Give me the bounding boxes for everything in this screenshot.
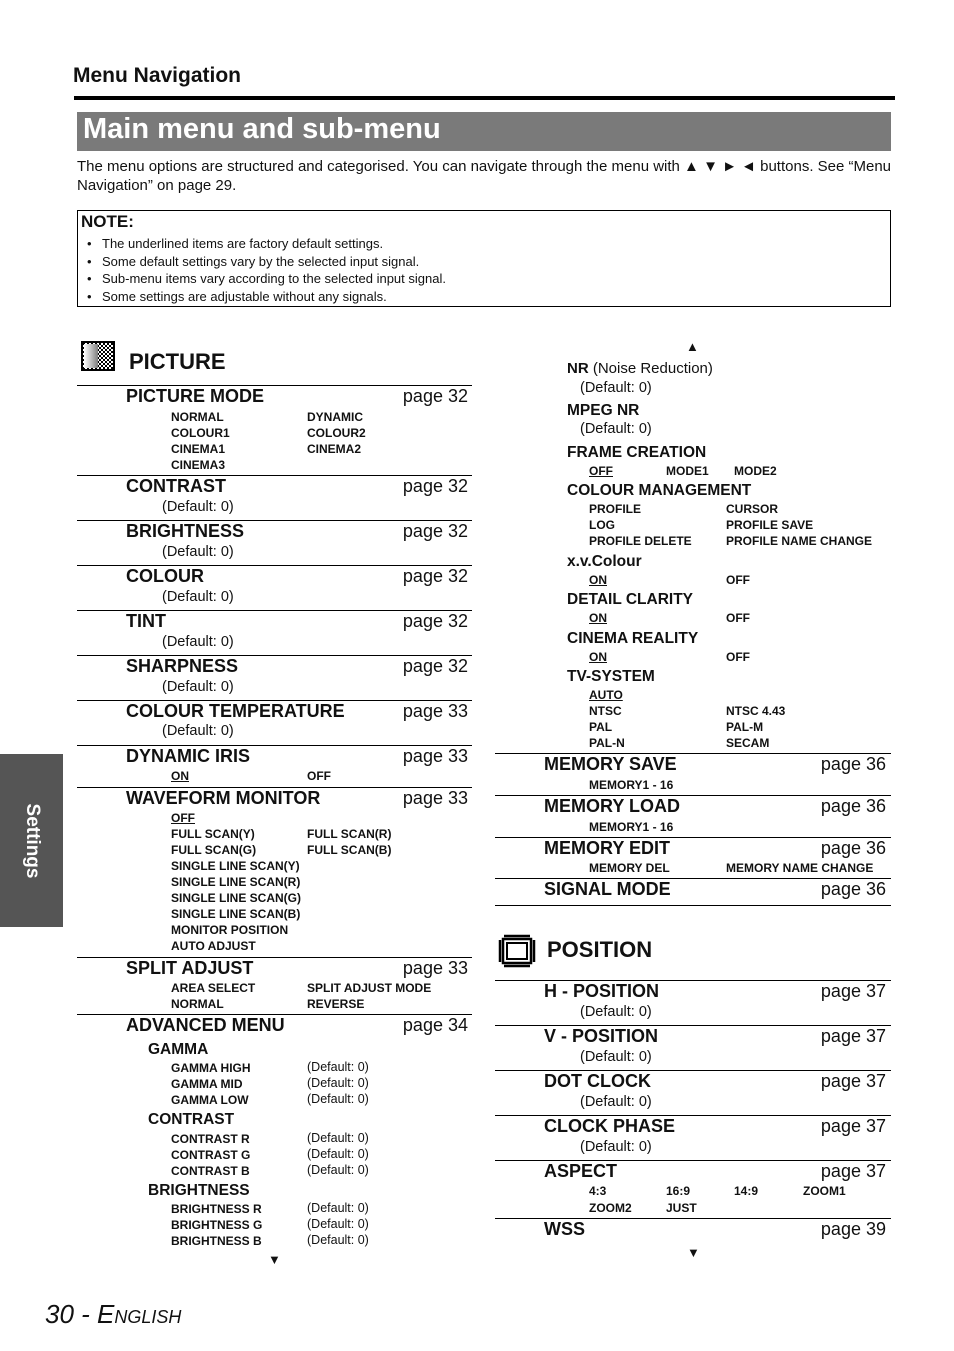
clock-phase-page: page 37: [820, 1116, 886, 1136]
option: PROFILE SAVE: [726, 518, 814, 532]
option-default: ON: [589, 611, 607, 625]
nr-suffix: (Noise Reduction): [588, 360, 713, 377]
option: PAL-N: [589, 736, 625, 750]
intro-text: The menu options are structured and categorised. You can navigate through the menu with ▲ ▼ ► ◄ buttons. See “Menu Navigation” on page 29.: [77, 158, 892, 194]
default-value: (Default: 0): [162, 499, 234, 515]
option: CINEMA2: [307, 442, 362, 456]
side-tab-label: Settings: [21, 803, 43, 878]
default-value: (Default: 0): [307, 1147, 369, 1161]
side-tab-settings: [0, 754, 63, 927]
header-rule: [74, 96, 895, 100]
note-title: NOTE:: [81, 212, 134, 231]
cinema-reality-label[interactable]: CINEMA REALITY: [567, 630, 699, 647]
picture-title: PICTURE: [129, 349, 226, 374]
option-default: ON: [589, 650, 607, 664]
gamma-label: GAMMA: [148, 1041, 209, 1058]
advanced-menu-page: page 34: [402, 1015, 468, 1035]
xv-colour-label[interactable]: x.v.Colour: [567, 553, 642, 570]
option: COLOUR1: [171, 426, 230, 440]
divider: [495, 905, 891, 906]
option: GAMMA MID: [171, 1077, 243, 1091]
option: CINEMA1: [171, 442, 226, 456]
note-item: • Sub-menu items vary according to the selected input signal.: [102, 270, 446, 288]
option: PROFILE: [589, 502, 642, 516]
tint-label[interactable]: TINT: [126, 611, 166, 631]
brightness-page: page 32: [402, 521, 468, 541]
option: MODE2: [734, 464, 777, 478]
default-value: (Default: 0): [307, 1060, 369, 1074]
split-adjust-page: page 33: [402, 958, 468, 978]
option: OFF: [726, 611, 750, 625]
colour-temperature-label[interactable]: COLOUR TEMPERATURE: [126, 701, 345, 721]
option: NTSC 4.43: [726, 704, 786, 718]
default-value: (Default: 0): [580, 1094, 652, 1110]
option-default: OFF: [589, 464, 613, 478]
option: MODE1: [666, 464, 709, 478]
brightness-label[interactable]: BRIGHTNESS: [126, 521, 245, 541]
option: BRIGHTNESS R: [171, 1202, 262, 1216]
option: OFF: [726, 573, 750, 587]
v-position-label[interactable]: V - POSITION: [544, 1026, 659, 1046]
option: FULL SCAN(Y): [171, 827, 255, 841]
dot-clock-label[interactable]: DOT CLOCK: [544, 1071, 651, 1091]
page-footer: [45, 1299, 181, 1330]
option: CONTRAST G: [171, 1148, 251, 1162]
note-item: • Some settings are adjustable without any signals.: [102, 288, 446, 306]
default-value: (Default: 0): [307, 1076, 369, 1090]
option: NTSC: [589, 704, 622, 718]
dot-clock-page: page 37: [820, 1071, 886, 1091]
tint-page: page 32: [402, 611, 468, 631]
dynamic-iris-label[interactable]: DYNAMIC IRIS: [126, 746, 251, 766]
option: PROFILE NAME CHANGE: [726, 534, 873, 548]
option: NORMAL: [171, 997, 224, 1011]
memory-load-label[interactable]: MEMORY LOAD: [544, 796, 681, 816]
h-position-label[interactable]: H - POSITION: [544, 981, 660, 1001]
default-value: (Default: 0): [580, 1004, 652, 1020]
option: BRIGHTNESS B: [171, 1234, 262, 1248]
option: CONTRAST R: [171, 1132, 250, 1146]
contrast-rgb-label: CONTRAST: [148, 1111, 235, 1128]
signal-mode-label[interactable]: SIGNAL MODE: [544, 879, 671, 899]
h-position-page: page 37: [820, 981, 886, 1001]
contrast-label[interactable]: CONTRAST: [126, 476, 226, 496]
option: SINGLE LINE SCAN(B): [171, 907, 301, 921]
note-item: • Some default settings vary by the selected input signal.: [102, 253, 446, 271]
clock-phase-label[interactable]: CLOCK PHASE: [544, 1116, 676, 1136]
continue-down-arrow: ▼: [268, 1252, 281, 1267]
option: BRIGHTNESS G: [171, 1218, 263, 1232]
default-value: (Default: 0): [580, 380, 652, 396]
default-value: (Default: 0): [307, 1217, 369, 1231]
contrast-page: page 32: [402, 476, 468, 496]
option: CINEMA3: [171, 458, 226, 472]
option: OFF: [726, 650, 750, 664]
option: OFF: [307, 769, 331, 783]
continue-up-arrow: ▲: [686, 339, 699, 354]
detail-clarity-label[interactable]: DETAIL CLARITY: [567, 591, 694, 608]
option: NORMAL: [171, 410, 224, 424]
option: ZOOM1: [803, 1184, 846, 1198]
default-value: (Default: 0): [162, 634, 234, 650]
option: REVERSE: [307, 997, 365, 1011]
waveform-monitor-label[interactable]: WAVEFORM MONITOR: [126, 788, 321, 808]
default-value: (Default: 0): [307, 1163, 369, 1177]
option: AUTO ADJUST: [171, 939, 256, 953]
picture-mode-page: page 32: [402, 386, 468, 406]
option-default: ON: [589, 573, 607, 587]
tv-system-label[interactable]: TV-SYSTEM: [567, 668, 655, 685]
option: MEMORY1 - 16: [589, 820, 674, 834]
option: SINGLE LINE SCAN(G): [171, 891, 302, 905]
wss-page: page 39: [820, 1219, 886, 1239]
option: PAL-M: [726, 720, 764, 734]
option: SECAM: [726, 736, 770, 750]
default-value: (Default: 0): [580, 421, 652, 437]
note-item: • The underlined items are factory default settings.: [102, 235, 446, 253]
memory-save-label[interactable]: MEMORY SAVE: [544, 754, 677, 774]
page-number: 30 -: [45, 1299, 98, 1329]
continue-down-arrow: ▼: [687, 1245, 700, 1260]
sharpness-label[interactable]: SHARPNESS: [126, 656, 239, 676]
dynamic-iris-page: page 33: [402, 746, 468, 766]
option: SINGLE LINE SCAN(R): [171, 875, 301, 889]
option: GAMMA HIGH: [171, 1061, 251, 1075]
v-position-page: page 37: [820, 1026, 886, 1046]
default-value: (Default: 0): [580, 1139, 652, 1155]
wss-label[interactable]: WSS: [544, 1219, 586, 1239]
brightness-rgb-label: BRIGHTNESS: [148, 1182, 250, 1199]
option: AREA SELECT: [171, 981, 256, 995]
option: MONITOR POSITION: [171, 923, 289, 937]
option: GAMMA LOW: [171, 1093, 249, 1107]
option: SINGLE LINE SCAN(Y): [171, 859, 300, 873]
option: MEMORY DEL: [589, 861, 670, 875]
option: PROFILE DELETE: [589, 534, 692, 548]
section-heading: Menu Navigation: [73, 64, 242, 87]
option: DYNAMIC: [307, 410, 363, 424]
sharpness-page: page 32: [402, 656, 468, 676]
note-list: [102, 235, 446, 305]
aspect-page: page 37: [820, 1161, 886, 1181]
memory-save-page: page 36: [820, 754, 886, 774]
waveform-monitor-page: page 33: [402, 788, 468, 808]
title-bar: [77, 112, 891, 151]
aspect-label[interactable]: ASPECT: [544, 1161, 618, 1181]
colour-management-label[interactable]: COLOUR MANAGEMENT: [567, 482, 752, 499]
default-value: (Default: 0): [307, 1233, 369, 1247]
signal-mode-page: page 36: [820, 879, 886, 899]
default-value: (Default: 0): [580, 1049, 652, 1065]
frame-creation-label[interactable]: FRAME CREATION: [567, 444, 707, 461]
option: FULL SCAN(R): [307, 827, 392, 841]
position-title: POSITION: [547, 937, 653, 962]
option: MEMORY1 - 16: [589, 778, 674, 792]
default-value: (Default: 0): [162, 679, 234, 695]
option: ZOOM2: [589, 1201, 632, 1215]
memory-edit-page: page 36: [820, 838, 886, 858]
option: COLOUR2: [307, 426, 366, 440]
default-value: (Default: 0): [307, 1092, 369, 1106]
option-default: AUTO: [589, 688, 623, 702]
option: LOG: [589, 518, 615, 532]
default-value: (Default: 0): [307, 1201, 369, 1215]
memory-edit-label[interactable]: MEMORY EDIT: [544, 838, 671, 858]
option: CURSOR: [726, 502, 779, 516]
memory-load-page: page 36: [820, 796, 886, 816]
option: 16:9: [666, 1184, 691, 1198]
colour-temperature-page: page 33: [402, 701, 468, 721]
picture-icon: [81, 341, 115, 371]
colour-page: page 32: [402, 566, 468, 586]
advanced-menu-label[interactable]: ADVANCED MENU: [126, 1015, 285, 1035]
option: 14:9: [734, 1184, 759, 1198]
default-value: (Default: 0): [307, 1131, 369, 1145]
option: PAL: [589, 720, 613, 734]
option: CONTRAST B: [171, 1164, 250, 1178]
page-title: Main menu and sub-menu: [83, 113, 441, 145]
option: MEMORY NAME CHANGE: [726, 861, 874, 875]
default-value: (Default: 0): [162, 589, 234, 605]
nr-label: NR: [567, 360, 589, 377]
default-value: (Default: 0): [162, 544, 234, 560]
nr-item[interactable]: [567, 360, 713, 377]
footer-language: English: [97, 1299, 182, 1329]
position-icon: [498, 934, 536, 968]
option: SPLIT ADJUST MODE: [307, 981, 432, 995]
note-box: [77, 210, 891, 307]
option: FULL SCAN(B): [307, 843, 392, 857]
colour-label[interactable]: COLOUR: [126, 566, 204, 586]
option: JUST: [666, 1201, 697, 1215]
option: 4:3: [589, 1184, 607, 1198]
split-adjust-label[interactable]: SPLIT ADJUST: [126, 958, 254, 978]
default-value: (Default: 0): [162, 723, 234, 739]
mpeg-nr-label[interactable]: MPEG NR: [567, 402, 640, 419]
option: FULL SCAN(G): [171, 843, 257, 857]
option-default: OFF: [171, 811, 195, 825]
picture-mode-label[interactable]: PICTURE MODE: [126, 386, 265, 406]
option-default: ON: [171, 769, 189, 783]
